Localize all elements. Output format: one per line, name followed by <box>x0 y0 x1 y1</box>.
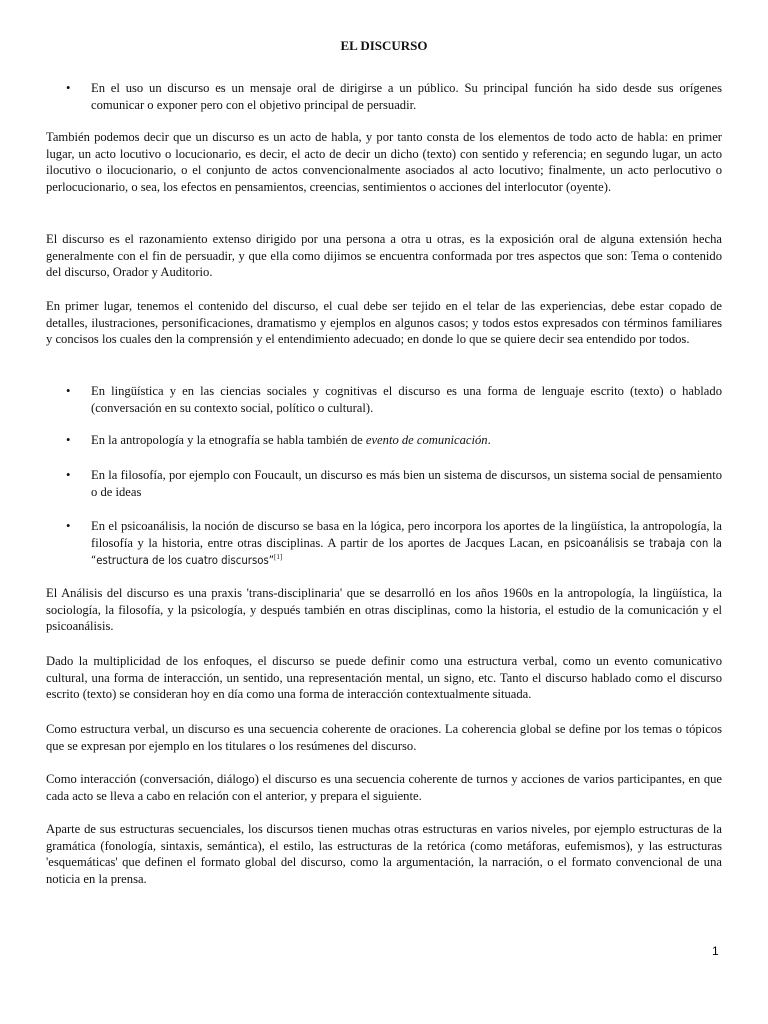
bullet-marker: • <box>66 384 71 398</box>
bullet-item-5 <box>46 518 722 570</box>
paragraph-6: Como estructura verbal, un discurso es una secuencia coherente de oraciones. La coherencia global se define por los temas o tópicos que se expresan por ejemplo en los titulares o los resúmenes del discurso. <box>46 722 722 753</box>
bullet-marker: • <box>66 81 71 95</box>
paragraph-2: El discurso es el razonamiento extenso dirigido por una persona a otra u otras, es la exposición oral de alguna extensión hecha generalmente con el fin de persuadir, y que ella como dijimos se encuentra conformada por tres aspectos que son: Tema o contenido del discurso, Orador y Auditorio. <box>46 232 722 280</box>
paragraph-1: También podemos decir que un discurso es un acto de habla, y por tanto consta de los elementos de todo acto de habla: en primer lugar, un acto locutivo o locucionario, es decir, el acto de decir un dicho (texto) con sentido y referencia; en segundo lugar, un acto ilocutivo o ilocucionario, o el conjunto de actos convencionalmente asociados al acto locutivo; finalmente, un acto perlocutivo o perlocucionario, o sea, los efectos en pensamientos, creencias, sentimientos o acciones del interlocutor (oyente). <box>46 130 722 194</box>
bullet-text-3-italic: evento de comunicación <box>365 433 488 447</box>
bullet-marker: • <box>66 433 71 447</box>
bullet-text-5-main: En el psicoanálisis, la noción de discurso se basa en la lógica, pero incorpora los aportes de la lingüística, la antropología, la filosofía y la historia, entre otras disciplinas. A partir de los aportes de Jacques Lacan, en <box>91 519 722 550</box>
paragraph-8: Aparte de sus estructuras secuenciales, los discursos tienen muchas otras estructuras en varios niveles, por ejemplo estructuras de la gramática (fonología, sintaxis, semántica), el estilo, las estructuras de la retórica (como metáforas, eufemismos), y las estructuras 'esquemáticas' que definen el formato global del discurso, como la argumentación, la narración, o el formato convencional de una noticia en la prensa. <box>46 822 722 886</box>
bullet-item-2 <box>46 383 722 416</box>
bullet-item-1 <box>46 80 722 113</box>
bullet-text-4: En la filosofía, por ejemplo con Foucault, un discurso es más bien un sistema de discursos, un sistema social de pensamiento o de ideas <box>91 468 722 499</box>
paragraph-4: El Análisis del discurso es una praxis 'trans-disciplinaria' que se desarrolló en los años 1960s en la antropología, la lingüística, la sociología, la filosofía, y la psicología, y después también en otras disciplinas, como la historia, el estudio de la comunicación y el psicoanálisis. <box>46 586 722 634</box>
page-number: 1 <box>712 944 719 958</box>
bullet-marker: • <box>66 519 71 533</box>
bullet-item-4 <box>46 467 722 500</box>
paragraph-3: En primer lugar, tenemos el contenido del discurso, el cual debe ser tejido en el telar de las experiencias, debe estar copado de detalles, ilustraciones, personificaciones, dramatismo y ejemplos en algunos casos; y todos estos expresados con términos familiares y concisos los cuales den la comprensión y el entendimiento adecuado; en donde lo que se quiere decir sea entendido por todos. <box>46 299 722 347</box>
bullet-text-3-prefix: En la antropología y la etnografía se habla también de <box>91 433 366 447</box>
bullet-text-1: En el uso un discurso es un mensaje oral de dirigirse a un público. Su principal función ha sido desde sus orígenes comunicar o exponer pero con el objetivo principal de persuadir. <box>91 81 722 112</box>
document-title: EL DISCURSO <box>340 38 428 53</box>
bullet-text-3-suffix: . <box>487 433 491 447</box>
bullet-text-5 <box>91 518 722 570</box>
bullet-text-5-sans: psicoanálisis se trabaja con la “estructura de los cuatro discursos” <box>91 536 722 568</box>
document-page <box>46 0 722 1024</box>
bullet-marker: • <box>66 468 71 482</box>
bullet-item-3 <box>46 432 722 449</box>
footnote-reference: [1] <box>274 553 283 561</box>
bullet-text-3 <box>91 432 722 449</box>
paragraph-7: Como interacción (conversación, diálogo) el discurso es una secuencia coherente de turnos y acciones de varios participantes, en que cada acto se lleva a cabo en relación con el anterior, y prepara el siguiente. <box>46 772 722 803</box>
paragraph-5: Dado la multiplicidad de los enfoques, el discurso se puede definir como una estructura verbal, como un evento comunicativo cultural, una forma de interacción, un sentido, una representación mental, un signo, etc. Tanto el discurso hablado como el discurso escrito (texto) se consideran hoy en día como una forma de interacción contextualmente situada. <box>46 654 722 702</box>
bullet-text-2: En lingüística y en las ciencias sociales y cognitivas el discurso es una forma de lenguaje escrito (texto) o hablado (conversación en su contexto social, político o cultural). <box>91 384 722 415</box>
